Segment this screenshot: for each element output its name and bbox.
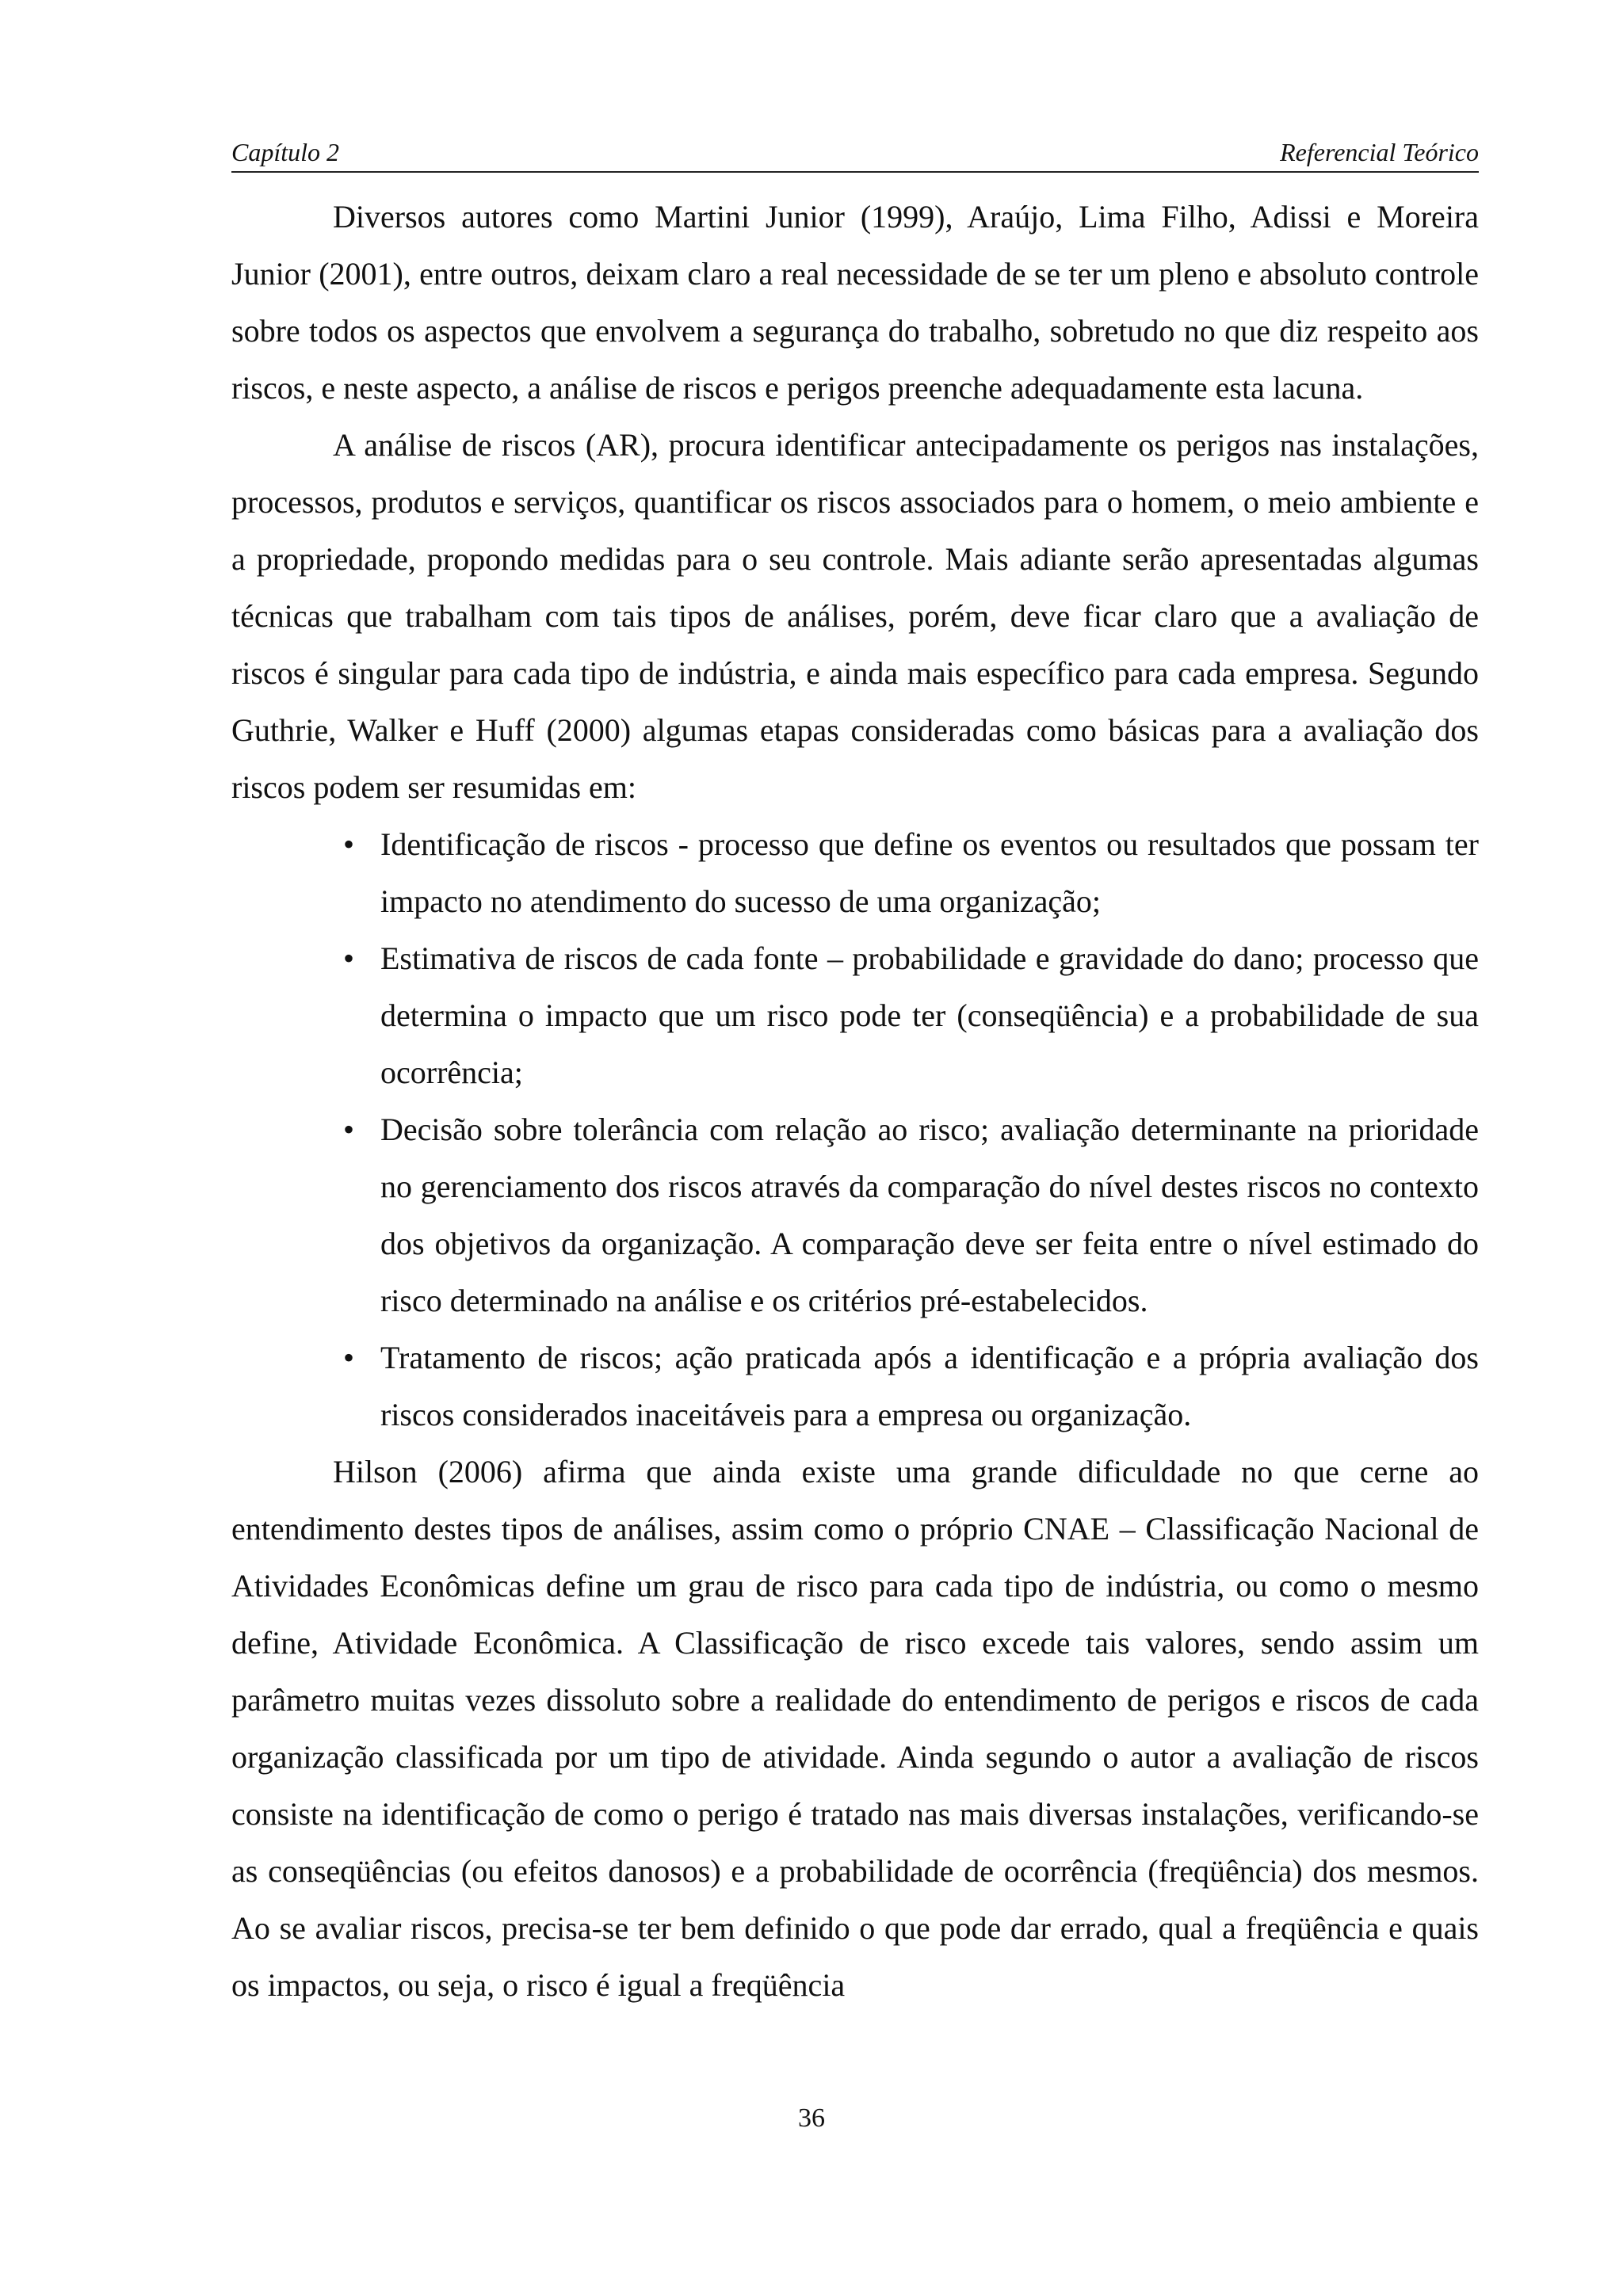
bullet-icon: • <box>342 826 354 862</box>
body-text <box>231 189 1479 2014</box>
bullet-icon: • <box>342 1112 354 1147</box>
bullet-icon: • <box>342 1340 354 1375</box>
paragraph: A análise de riscos (AR), procura identificar antecipadamente os perigos nas instalações, processos, produtos e serviços, quantificar os riscos associados para o homem, o meio ambiente e a propriedade, propondo medidas para o seu controle. Mais adiante serão apresentadas algumas técnicas que trabalham com tais tipos de análises, porém, deve ficar claro que a avaliação de riscos é singular para cada tipo de indústria, e ainda mais específico para cada empresa. Segundo Guthrie, Walker e Huff (2000) algumas etapas consideradas como básicas para a avaliação dos riscos podem ser resumidas em: <box>231 427 1479 805</box>
list-item-text: Decisão sobre tolerância com relação ao risco; avaliação determinante na prioridade no gerenciamento dos riscos através da comparação do nível destes riscos no contexto dos objetivos da organização. A comparação deve ser feita entre o nível estimado do risco determinado na análise e os critérios pré-estabelecidos. <box>380 1112 1479 1318</box>
paragraph: Diversos autores como Martini Junior (1999), Araújo, Lima Filho, Adissi e Moreira Junior (2001), entre outros, deixam claro a real necessidade de se ter um pleno e absoluto controle sobre todos os aspectos que envolvem a segurança do trabalho, sobretudo no que diz respeito aos riscos, e neste aspecto, a análise de riscos e perigos preenche adequadamente esta lacuna. <box>231 199 1479 406</box>
bullet-list <box>231 816 1479 1444</box>
running-header <box>231 132 1479 173</box>
list-item <box>231 816 1479 930</box>
list-item-text: Estimativa de riscos de cada fonte – probabilidade e gravidade do dano; processo que determina o impacto que um risco pode ter (conseqüência) e a probabilidade de sua ocorrência; <box>380 940 1479 1090</box>
list-item <box>231 930 1479 1101</box>
list-item-text: Tratamento de riscos; ação praticada após a identificação e a própria avaliação dos riscos considerados inaceitáveis para a empresa ou organização. <box>380 1340 1479 1432</box>
paragraph: Hilson (2006) afirma que ainda existe uma grande dificuldade no que cerne ao entendimento destes tipos de análises, assim como o próprio CNAE – Classificação Nacional de Atividades Econômicas define um grau de risco para cada tipo de indústria, ou como o mesmo define, Atividade Econômica. A Classificação de risco excede tais valores, sendo assim um parâmetro muitas vezes dissoluto sobre a realidade do entendimento de perigos e riscos de cada organização classificada por um tipo de atividade. Ainda segundo o autor a avaliação de riscos consiste na identificação de como o perigo é tratado nas mais diversas instalações, verificando-se as conseqüências (ou efeitos danosos) e a probabilidade de ocorrência (freqüência) dos mesmos. Ao se avaliar riscos, precisa-se ter bem definido o que pode dar errado, qual a freqüência e quais os impactos, ou seja, o risco é igual a freqüência <box>231 1454 1479 2003</box>
bullet-icon: • <box>342 940 354 976</box>
page-number: 36 <box>798 2103 825 2133</box>
section-title: Referencial Teórico <box>1280 138 1479 166</box>
list-item <box>231 1101 1479 1329</box>
chapter-label: Capítulo 2 <box>231 138 340 166</box>
list-item <box>231 1329 1479 1444</box>
list-item-text: Identificação de riscos - processo que define os eventos ou resultados que possam ter impacto no atendimento do sucesso de uma organização; <box>380 826 1479 919</box>
